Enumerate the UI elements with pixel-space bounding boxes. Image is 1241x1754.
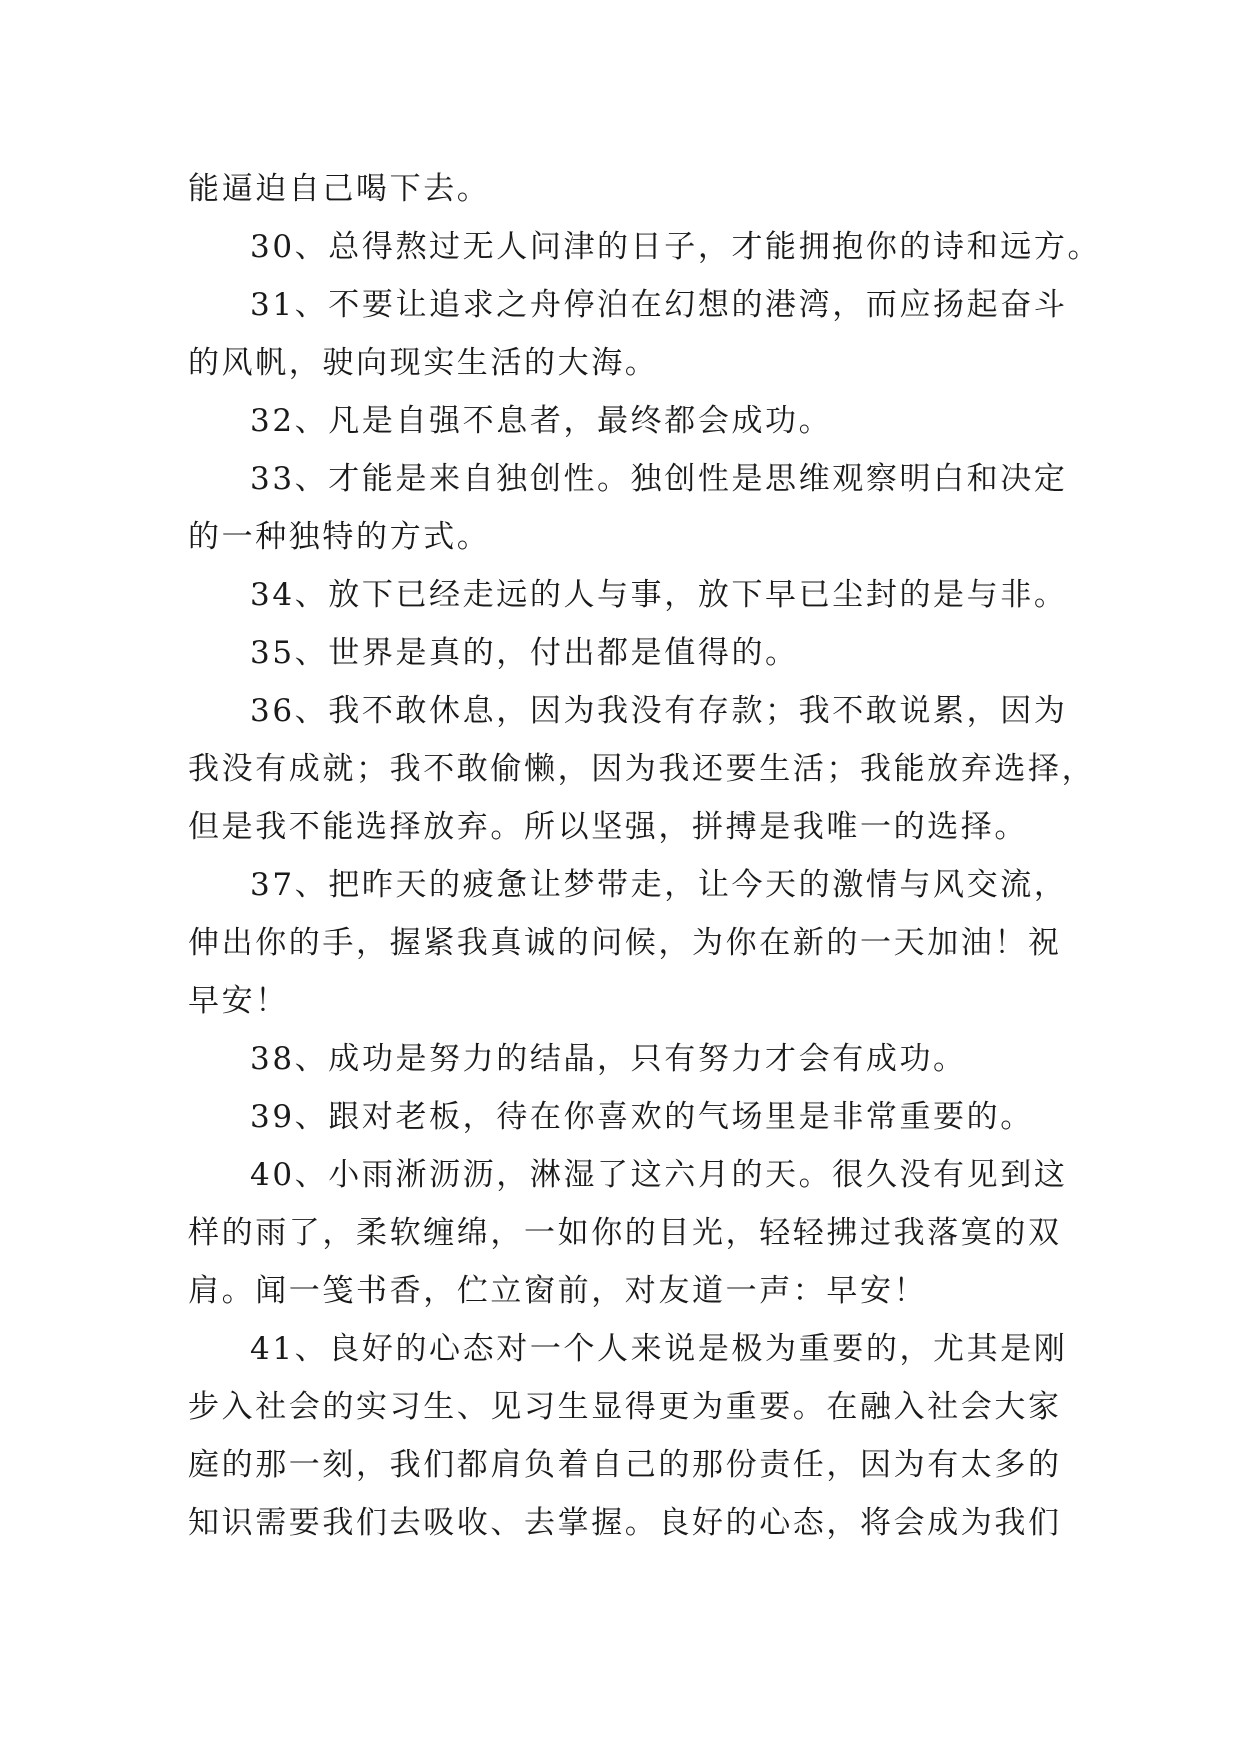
text-line: 40、小雨淅沥沥，淋湿了这六月的天。很久没有见到这: [250, 1157, 1068, 1193]
text-line: 35、世界是真的，付出都是值得的。: [250, 635, 799, 671]
text-line: 32、凡是自强不息者，最终都会成功。: [250, 403, 833, 439]
text-line: 肩。闻一笺书香，伫立窗前，对友道一声：早安！: [188, 1273, 928, 1309]
text-line: 的一种独特的方式。: [188, 519, 491, 555]
text-line: 伸出你的手，握紧我真诚的问候，为你在新的一天加油！祝: [188, 925, 1062, 961]
text-line: 36、我不敢休息，因为我没有存款；我不敢说累，因为: [250, 693, 1068, 729]
text-line: 33、才能是来自独创性。独创性是思维观察明白和决定: [250, 461, 1068, 497]
text-line: 37、把昨天的疲惫让梦带走，让今天的激情与风交流，: [250, 867, 1068, 903]
document-body: [188, 160, 1102, 1552]
text-line: 样的雨了，柔软缠绵，一如你的目光，轻轻拂过我落寞的双: [188, 1215, 1062, 1251]
text-line: 的风帆，驶向现实生活的大海。: [188, 345, 659, 381]
text-line: 31、不要让追求之舟停泊在幻想的港湾，而应扬起奋斗: [250, 287, 1068, 323]
text-line: 39、跟对老板，待在你喜欢的气场里是非常重要的。: [250, 1099, 1034, 1135]
text-line: 34、放下已经走远的人与事，放下早已尘封的是与非。: [250, 577, 1068, 613]
text-line: 步入社会的实习生、见习生显得更为重要。在融入社会大家: [188, 1389, 1062, 1425]
text-line: 能逼迫自己喝下去。: [188, 171, 491, 207]
text-line: 但是我不能选择放弃。所以坚强，拼搏是我唯一的选择。: [188, 809, 1028, 845]
text-line: 知识需要我们去吸收、去掌握。良好的心态，将会成为我们: [188, 1505, 1062, 1541]
text-line: 30、总得熬过无人问津的日子，才能拥抱你的诗和远方。: [250, 229, 1102, 265]
text-line: 我没有成就；我不敢偷懒，因为我还要生活；我能放弃选择，: [188, 751, 1096, 787]
text-line: 41、良好的心态对一个人来说是极为重要的，尤其是刚: [250, 1331, 1068, 1367]
text-line: 庭的那一刻，我们都肩负着自己的那份责任，因为有太多的: [188, 1447, 1062, 1483]
text-line: 38、成功是努力的结晶，只有努力才会有成功。: [250, 1041, 967, 1077]
text-line: 早安！: [188, 983, 289, 1019]
